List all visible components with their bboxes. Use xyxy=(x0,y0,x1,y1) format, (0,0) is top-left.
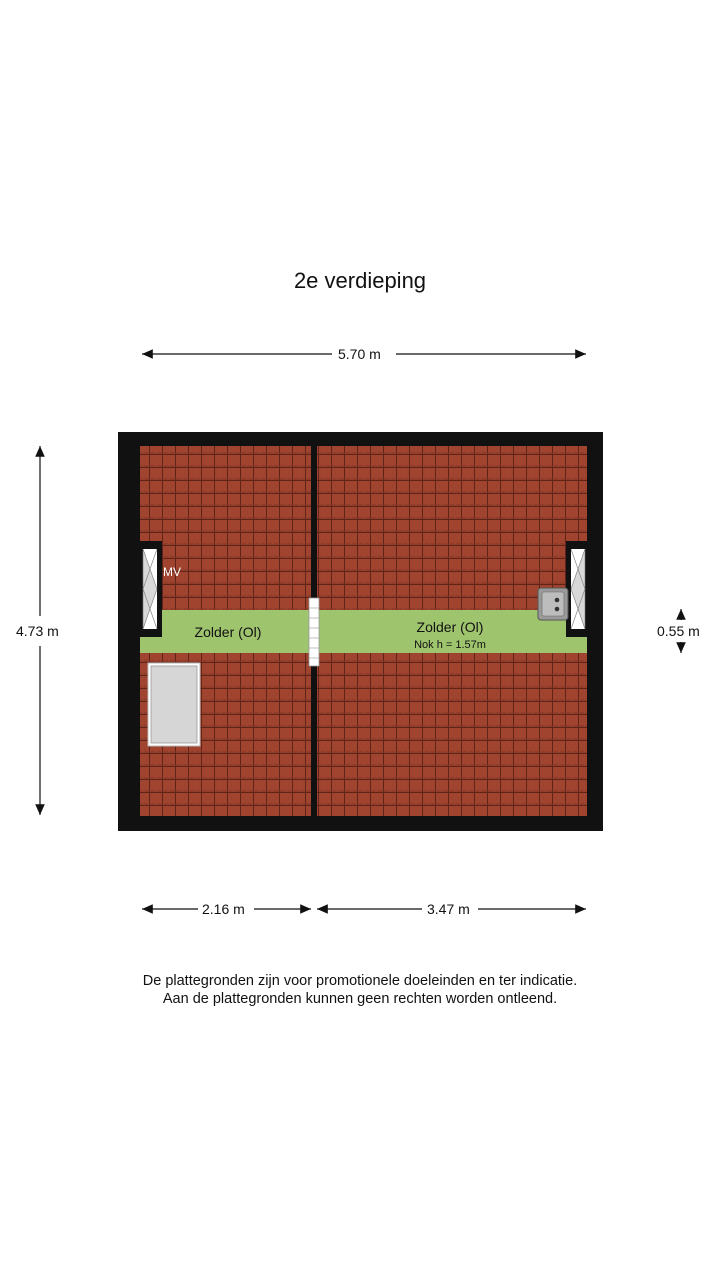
skylight xyxy=(148,663,200,746)
dim-bottom-right: 3.47 m xyxy=(423,901,474,917)
dim-left-height: 4.73 m xyxy=(12,623,63,639)
right-dormer xyxy=(566,541,589,637)
boiler-icon xyxy=(538,588,568,620)
disclaimer-line-1: De plattegronden zijn voor promotionele doeleinden en ter indicatie. xyxy=(142,973,578,989)
wall-opening xyxy=(309,598,319,666)
ventilation-label: MV xyxy=(163,565,181,579)
dim-top-width: 5.70 m xyxy=(334,346,385,362)
dim-right-height: 0.55 m xyxy=(653,623,704,639)
left-dormer xyxy=(139,541,162,637)
room-left-name: Zolder (Ol) xyxy=(194,624,262,640)
disclaimer-line-2: Aan de plattegronden kunnen geen rechten worden ontleend. xyxy=(162,991,558,1007)
room-right-note: Nok h = 1.57m xyxy=(414,639,486,651)
room-right-name: Zolder (Ol) xyxy=(416,619,484,635)
floor-title: 2e verdieping xyxy=(293,268,427,293)
dim-bottom-left: 2.16 m xyxy=(198,901,249,917)
disclaimer xyxy=(0,972,720,1008)
